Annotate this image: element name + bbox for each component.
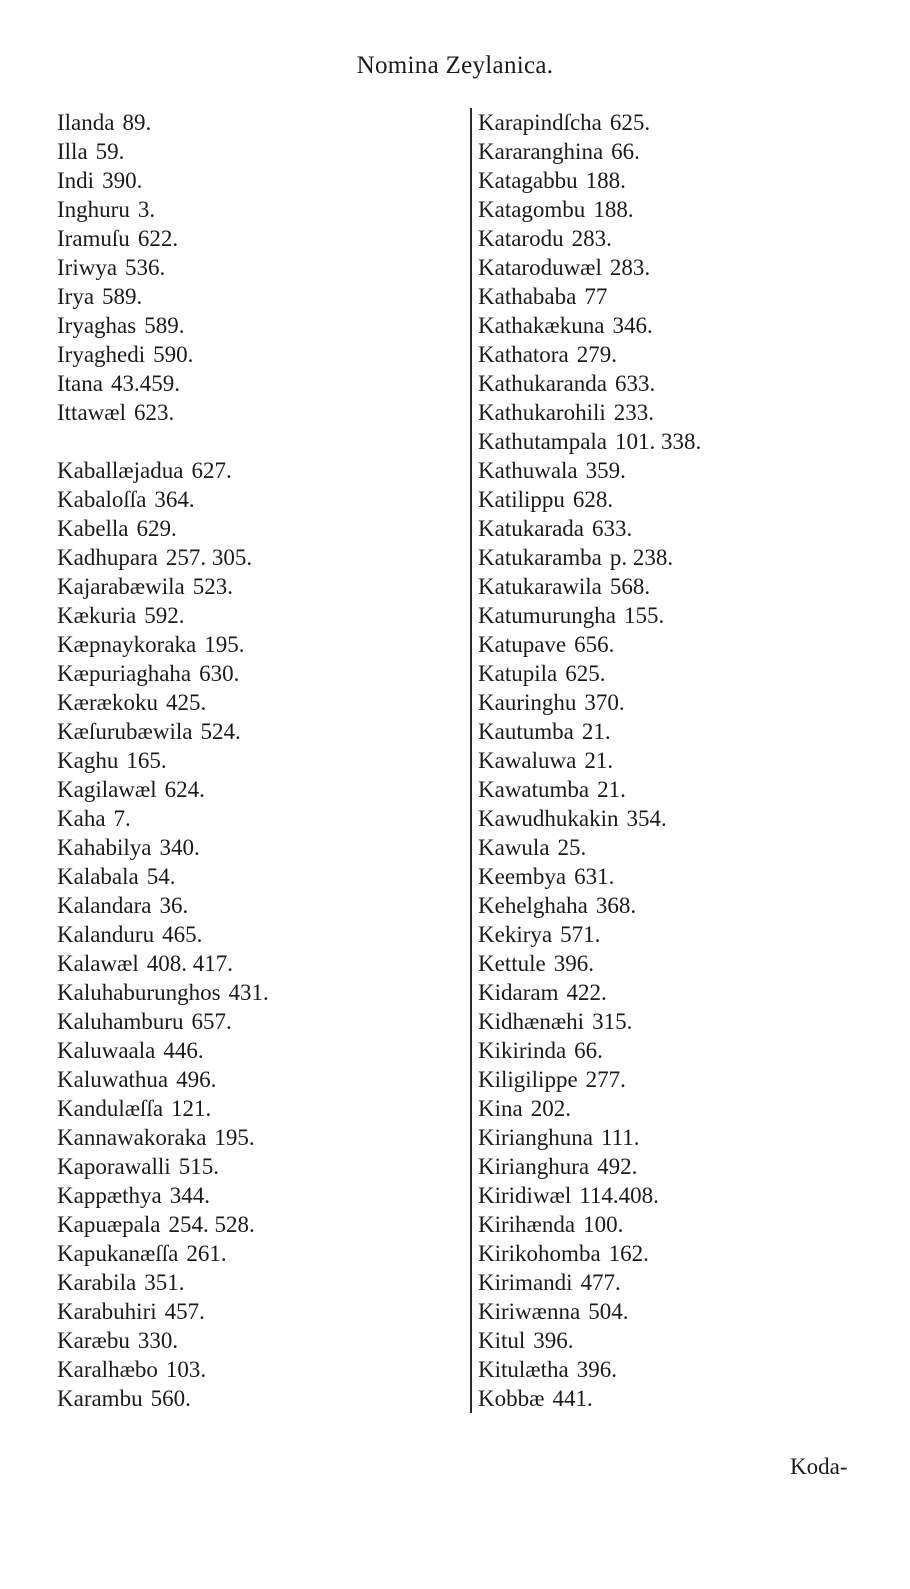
index-entry [478,166,858,195]
index-page-ref: 536. [125,255,166,280]
index-entry [57,224,427,253]
index-page-ref: 254. 528. [168,1212,255,1237]
index-term: Keembya [478,864,567,889]
index-entry [478,1094,858,1123]
index-page-ref: 188. [593,197,634,222]
index-entry [478,1384,858,1413]
index-page-ref: p. 238. [609,545,674,570]
index-page-ref: 66. [611,139,640,164]
index-term: Kataroduwæl [478,255,602,280]
index-entry [57,978,427,1007]
index-term: Kæſurubæwila [57,719,193,744]
index-term: Inghuru [57,197,130,222]
index-page-ref: 590. [153,342,194,367]
index-term: Illa [57,139,88,164]
index-page-ref: 351. [144,1270,185,1295]
index-entry [57,891,427,920]
index-term: Kaluhaburunghos [57,980,221,1005]
index-term: Kaha [57,806,106,831]
index-entry [478,398,858,427]
index-term: Katupila [478,661,558,686]
index-entry [478,949,858,978]
index-entry [478,456,858,485]
index-term: Kirianghura [478,1154,590,1179]
index-entry [57,166,427,195]
index-term: Kettule [478,951,546,976]
index-entry [57,253,427,282]
index-page-ref: 504. [588,1299,629,1324]
index-term: Kirimandi [478,1270,573,1295]
index-term: Katumurungha [478,603,616,628]
index-term: Kalawæl [57,951,139,976]
index-page-ref: 165. [126,748,167,773]
index-page-ref: 631. [574,864,615,889]
index-term: Kirianghuna [478,1125,593,1150]
index-entry [57,601,427,630]
index-term: Kidaram [478,980,559,1005]
index-term: Kehelghaha [478,893,588,918]
index-page-ref: 492. [597,1154,638,1179]
index-page-ref: 523. [192,574,233,599]
index-entry [478,1152,858,1181]
index-entry [478,833,858,862]
index-term: Kæpnaykoraka [57,632,197,657]
index-term: Kirikohomba [478,1241,601,1266]
index-page-ref: 354. [626,806,667,831]
index-page-ref: 589. [102,284,143,309]
index-term: Iryaghas [57,313,137,338]
index-page-ref: 624. [164,777,205,802]
index-page-ref: 155. [623,603,665,628]
index-entry [57,1268,427,1297]
index-page-ref: 396. [576,1357,617,1382]
index-page-ref: 625. [565,661,606,686]
index-entry [57,485,427,514]
index-term: Kiligilippe [478,1067,578,1092]
index-page-ref: 283. [609,255,651,280]
index-term: Kajarabæwila [57,574,185,599]
index-entry [478,543,858,572]
index-term: Kobbæ [478,1386,545,1411]
index-term: Karalhæbo [57,1357,158,1382]
index-term: Katilippu [478,487,565,512]
index-entry [57,456,427,485]
index-page-ref: 261. [186,1241,227,1266]
index-term: Karambu [57,1386,143,1411]
index-term: Katagabbu [478,168,578,193]
index-term: Kiridiwæl [478,1183,572,1208]
index-page-ref: 77 [584,284,608,309]
index-page-ref: 162. [608,1241,649,1266]
index-entry [57,369,427,398]
index-term: Kæpuriaghaha [57,661,192,686]
index-term: Kabella [57,516,129,541]
index-term: Ilanda [57,110,115,135]
index-entry [478,108,858,137]
index-page-ref: 568. [609,574,651,599]
index-term: Kærækoku [57,690,158,715]
index-entry [57,1152,427,1181]
index-term: Katarodu [478,226,564,251]
index-term: Kautumba [478,719,574,744]
index-page-ref: 344. [169,1183,211,1208]
index-page-ref: 622. [137,226,179,251]
index-page-ref: 422. [566,980,607,1005]
index-term: Kathababa [478,284,577,309]
index-entry [57,717,427,746]
index-term: Kikirinda [478,1038,567,1063]
index-entry [57,398,427,427]
index-entry [478,1297,858,1326]
index-entry [478,137,858,166]
index-page-ref: 629. [136,516,177,541]
index-term: Irya [57,284,95,309]
index-entry [478,601,858,630]
index-page-ref: 279. [576,342,617,367]
index-page-ref: 89. [122,110,152,135]
index-term: Kauringhu [478,690,577,715]
index-page-ref: 111. [600,1125,640,1150]
index-term: Kina [478,1096,523,1121]
index-term: Kandulæſſa [57,1096,164,1121]
index-term: Kitulætha [478,1357,569,1382]
index-entry [478,891,858,920]
index-entry [57,340,427,369]
index-entry [57,1355,427,1384]
index-page-ref: 364. [154,487,195,512]
index-page-ref: 340. [159,835,200,860]
index-entry [57,311,427,340]
index-term: Katagombu [478,197,586,222]
index-term: Kathutampala [478,429,608,454]
index-entry [478,311,858,340]
index-entry [57,282,427,311]
index-entry [478,485,858,514]
index-entry [57,1239,427,1268]
index-entry [57,688,427,717]
index-page-ref: 396. [533,1328,574,1353]
index-entry [478,717,858,746]
index-entry [478,1268,858,1297]
index-entry [57,543,427,572]
index-term: Kawudhukakin [478,806,619,831]
index-page-ref: 625. [609,110,651,135]
index-term: Iriwya [57,255,118,280]
index-page-ref: 465. [162,922,203,947]
index-page-ref: 628. [572,487,614,512]
index-entry [57,804,427,833]
index-page-ref: 524. [200,719,241,744]
index-page-ref: 408. 417. [146,951,234,976]
left-index-column [57,108,427,1413]
index-term: Kawula [478,835,550,860]
index-term: Iramuſu [57,226,130,251]
index-page-ref: 101. 338. [615,429,702,454]
index-page-ref: 446. [163,1038,204,1063]
index-term: Kaluhamburu [57,1009,184,1034]
index-entry [478,1123,858,1152]
index-entry [478,1036,858,1065]
index-entry [57,1007,427,1036]
index-page-ref: 277. [585,1067,626,1092]
index-entry [478,427,858,456]
index-page-ref: 36. [159,893,189,918]
index-term: Kagilawæl [57,777,157,802]
index-entry [478,1239,858,1268]
index-page-ref: 396. [553,951,594,976]
index-entry [57,1123,427,1152]
index-term: Itana [57,371,103,396]
index-entry [478,978,858,1007]
index-page-ref: 43.459. [110,371,180,396]
index-term: Kaporawalli [57,1154,171,1179]
index-term: Indi [57,168,95,193]
index-page-ref: 431. [228,980,269,1005]
index-entry [57,1297,427,1326]
index-entry [478,746,858,775]
index-page-ref: 457. [164,1299,205,1324]
index-entry [57,1384,427,1413]
index-page-ref: 370. [584,690,625,715]
index-page-ref: 195. [214,1125,255,1150]
index-entry [57,659,427,688]
index-term: Kabaloſſa [57,487,147,512]
index-page-ref: 477. [580,1270,621,1295]
index-page-ref: 59. [95,139,125,164]
index-page-ref: 283. [571,226,612,251]
index-entry [478,224,858,253]
index-term: Kathakækuna [478,313,605,338]
index-entry [478,1181,858,1210]
index-page-ref: 571. [560,922,601,947]
index-entry [478,775,858,804]
index-entry [57,514,427,543]
index-page-ref: 368. [595,893,637,918]
index-term: Kawaluwa [478,748,577,773]
index-page-ref: 233. [613,400,654,425]
index-page-ref: 627. [191,458,232,483]
index-term: Karabuhiri [57,1299,157,1324]
index-term: Kathuwala [478,458,578,483]
index-entry [478,340,858,369]
index-entry [478,862,858,891]
index-page-ref: 21. [581,719,611,744]
index-page-ref: 3. [137,197,156,222]
index-page-ref: 66. [574,1038,603,1063]
index-term: Kekirya [478,922,553,947]
index-entry [57,630,427,659]
index-page-ref: 656. [574,632,615,657]
index-page-ref: 633. [615,371,656,396]
index-entry [57,1094,427,1123]
index-entry [57,920,427,949]
index-entry [57,137,427,166]
index-page-ref: 330. [137,1328,179,1353]
index-page-ref: 121. [171,1096,212,1121]
index-entry [57,775,427,804]
index-term: Kathukarohili [478,400,606,425]
index-page-ref: 346. [612,313,653,338]
index-page-ref: 630. [199,661,240,686]
index-entry [478,572,858,601]
index-entry [478,688,858,717]
index-page-ref: 315. [592,1009,633,1034]
index-page-ref: 202. [530,1096,571,1121]
index-term: Kappæthya [57,1183,162,1208]
index-entry [57,862,427,891]
index-entry [57,572,427,601]
index-page-ref: 54. [146,864,176,889]
index-term: Kalandara [57,893,152,918]
index-term: Kapuæpala [57,1212,161,1237]
index-page-ref: 100. [583,1212,624,1237]
index-entry [478,1355,858,1384]
index-term: Kækuria [57,603,137,628]
index-entry [57,108,427,137]
index-page-ref: 592. [144,603,185,628]
index-page-ref: 114.408. [579,1183,659,1208]
index-entry [478,920,858,949]
index-entry [57,1210,427,1239]
index-page-ref: 560. [150,1386,191,1411]
index-entry [57,195,427,224]
index-term: Kalabala [57,864,139,889]
index-page-ref: 515. [178,1154,219,1179]
index-page-ref: 21. [584,748,614,773]
index-page-ref: 441. [552,1386,593,1411]
index-entry [57,746,427,775]
index-term: Kaghu [57,748,119,773]
index-term: Kaluwaala [57,1038,156,1063]
index-entry [478,369,858,398]
index-entry [57,949,427,978]
index-term: Kalanduru [57,922,155,947]
index-entry [57,833,427,862]
index-page-ref: 390. [102,168,143,193]
index-entry [478,1065,858,1094]
index-term: Kapukanæſſa [57,1241,179,1266]
index-term: Kahabilya [57,835,152,860]
index-page-ref: 496. [176,1067,217,1092]
index-term: Kaluwathua [57,1067,169,1092]
index-entry [57,1326,427,1355]
index-term: Karæbu [57,1328,130,1353]
index-page-ref: 257. 305. [165,545,253,570]
index-term: Kararanghina [478,139,604,164]
index-term: Kathatora [478,342,569,367]
index-term: Katukarada [478,516,584,541]
index-term: Katukaramba [478,545,602,570]
index-term: Kaballæjadua [57,458,184,483]
index-entry [57,1065,427,1094]
index-term: Kawatumba [478,777,590,802]
index-term: Kirihænda [478,1212,576,1237]
index-entry [478,804,858,833]
index-page-ref: 195. [204,632,245,657]
index-entry [478,514,858,543]
index-entry [57,1036,427,1065]
index-term: Karabila [57,1270,137,1295]
index-entry [478,253,858,282]
index-term: Iryaghedi [57,342,146,367]
index-term: Kannawakoraka [57,1125,207,1150]
index-section-gap [57,427,427,456]
index-page-ref: 633. [592,516,633,541]
index-page-ref: 359. [585,458,626,483]
index-page-ref: 657. [191,1009,232,1034]
index-term: Kidhænæhi [478,1009,585,1034]
index-page-ref: 623. [134,400,175,425]
index-term: Kadhupara [57,545,158,570]
index-page-ref: 25. [557,835,587,860]
catchword: Koda- [790,1454,848,1479]
index-page-ref: 21. [597,777,626,802]
index-entry [57,1181,427,1210]
page-header-title: Nomina Zeylanica. [356,52,554,79]
index-term: Katupave [478,632,567,657]
index-entry [478,1210,858,1239]
index-term: Kitul [478,1328,526,1353]
index-page-ref: 188. [585,168,626,193]
index-term: Katukarawila [478,574,602,599]
index-entry [478,1326,858,1355]
index-page-ref: 103. [165,1357,207,1382]
index-page-ref: 425. [165,690,207,715]
index-page-ref: 7. [113,806,131,831]
index-term: Kathukaranda [478,371,607,396]
index-entry [478,659,858,688]
index-entry [478,195,858,224]
index-page-ref: 589. [144,313,185,338]
index-entry [478,1007,858,1036]
index-term: Ittawæl [57,400,126,425]
index-entry [478,282,858,311]
index-term: Kiriwænna [478,1299,581,1324]
index-term: Karapindſcha [478,110,602,135]
right-index-column [470,108,858,1413]
index-entry [478,630,858,659]
